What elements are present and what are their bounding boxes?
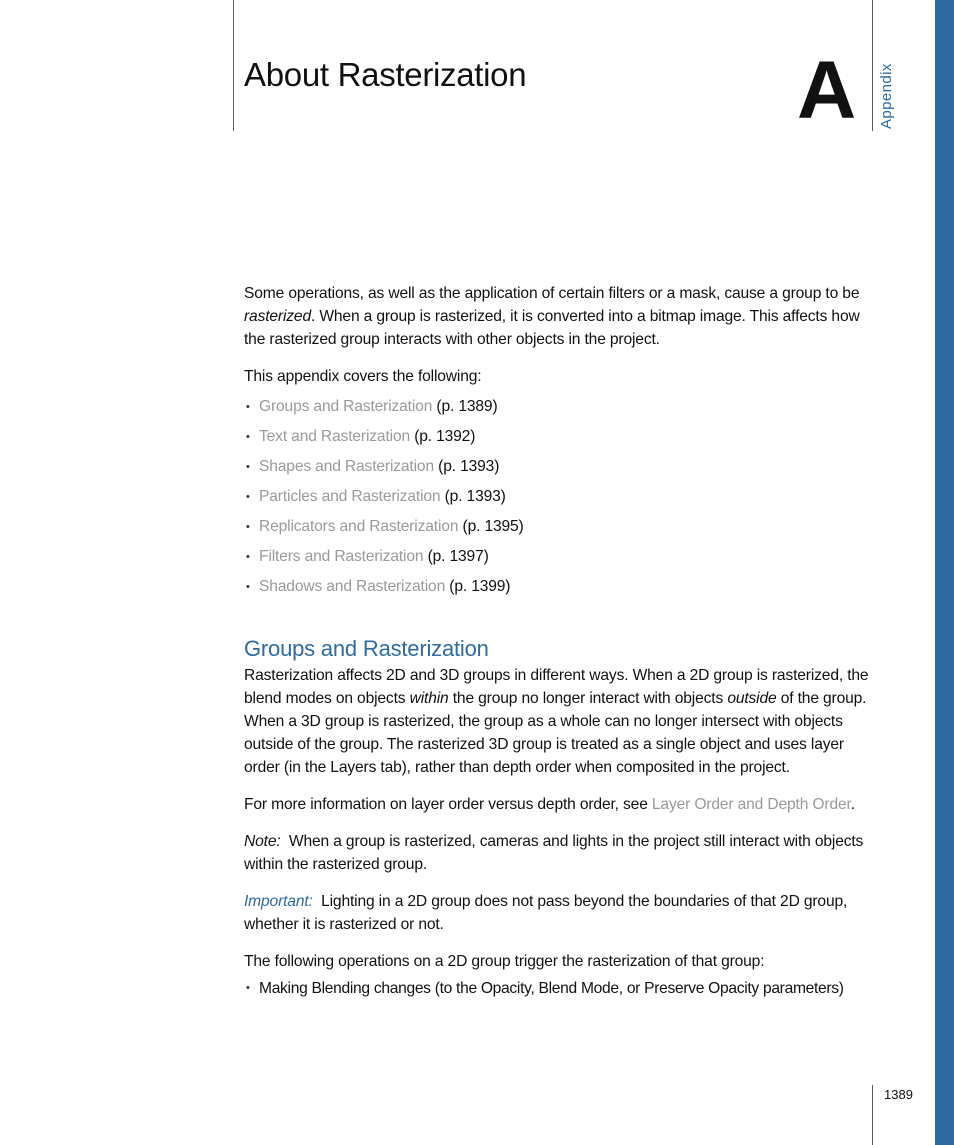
section-paragraph — [244, 664, 874, 779]
section-emphasis-within: within — [409, 690, 449, 707]
section-text: of the group. When a 3D group is rasterized, the group as a whole can no longer intersect with objects outside of the group. The rasterized 3D group is treated as a single object and uses layer order (in the Layers tab), rather than depth order when composited in the project. — [244, 690, 867, 776]
toc-link[interactable]: Filters and Rasterization — [259, 548, 424, 565]
toc-item — [244, 542, 874, 572]
toc-link[interactable]: Groups and Rasterization — [259, 398, 433, 415]
operations-intro: The following operations on a 2D group trigger the rasterization of that group: — [244, 953, 765, 970]
main-content — [244, 282, 874, 1000]
intro-paragraph — [244, 282, 874, 351]
header-rule-left — [233, 0, 234, 131]
toc-intro: This appendix covers the following: — [244, 368, 482, 385]
toc-link[interactable]: Text and Rasterization — [259, 428, 410, 445]
toc-page: (p. 1393) — [438, 458, 500, 475]
appendix-label: Appendix — [878, 63, 895, 129]
appendix-letter: A — [797, 45, 857, 136]
toc-page: (p. 1395) — [462, 518, 524, 535]
section-emphasis-outside: outside — [727, 690, 777, 707]
cross-reference-paragraph — [244, 793, 874, 816]
list-item: • Making Blending changes (to the Opacity, Blend Mode, or Preserve Opacity parameters) — [244, 977, 874, 1000]
toc-page: (p. 1399) — [449, 578, 511, 595]
note-paragraph — [244, 830, 874, 876]
important-text: Lighting in a 2D group does not pass beyond the boundaries of that 2D group, whether it is rasterized or not. — [244, 893, 848, 933]
cross-reference-text: For more information on layer order versus depth order, see — [244, 796, 652, 813]
toc-item — [244, 392, 874, 422]
toc-page: (p. 1389) — [436, 398, 498, 415]
toc-item — [244, 452, 874, 482]
page-number: 1389 — [884, 1087, 913, 1102]
intro-text: Some operations, as well as the application of certain filters or a mask, cause a group to be — [244, 285, 860, 302]
toc-link[interactable]: Particles and Rasterization — [259, 488, 441, 505]
intro-text-continued: . When a group is rasterized, it is converted into a bitmap image. This affects how the rasterized group interacts with other objects in the project. — [244, 308, 860, 348]
section-text: the group no longer interact with objects — [448, 690, 728, 707]
operations-list — [244, 977, 874, 1000]
toc-item — [244, 482, 874, 512]
intro-emphasis: rasterized — [244, 308, 311, 325]
footer-rule — [872, 1085, 873, 1145]
header-rule-right — [872, 0, 873, 131]
toc-page: (p. 1392) — [414, 428, 476, 445]
cross-reference-end: . — [850, 796, 855, 813]
toc-item — [244, 422, 874, 452]
toc-list — [244, 392, 874, 602]
section-heading: Groups and Rasterization — [244, 636, 489, 661]
toc-link[interactable]: Shapes and Rasterization — [259, 458, 434, 475]
section-text: Rasterization affects 2D and 3D groups in different ways. When a 2D group is rasterized, the blend modes on objects — [244, 667, 869, 707]
important-label: Important: — [244, 893, 313, 910]
page-title: About Rasterization — [244, 56, 527, 93]
toc-link[interactable]: Replicators and Rasterization — [259, 518, 459, 535]
toc-link[interactable]: Shadows and Rasterization — [259, 578, 446, 595]
important-paragraph — [244, 890, 874, 936]
note-text: When a group is rasterized, cameras and lights in the project still interact with objects within the rasterized group. — [244, 833, 864, 873]
layer-order-link[interactable]: Layer Order and Depth Order — [651, 796, 851, 813]
toc-item — [244, 512, 874, 542]
toc-item — [244, 572, 874, 602]
toc-page: (p. 1397) — [427, 548, 489, 565]
side-accent-bar — [935, 0, 954, 1145]
note-label: Note: — [244, 833, 281, 850]
toc-page: (p. 1393) — [444, 488, 506, 505]
